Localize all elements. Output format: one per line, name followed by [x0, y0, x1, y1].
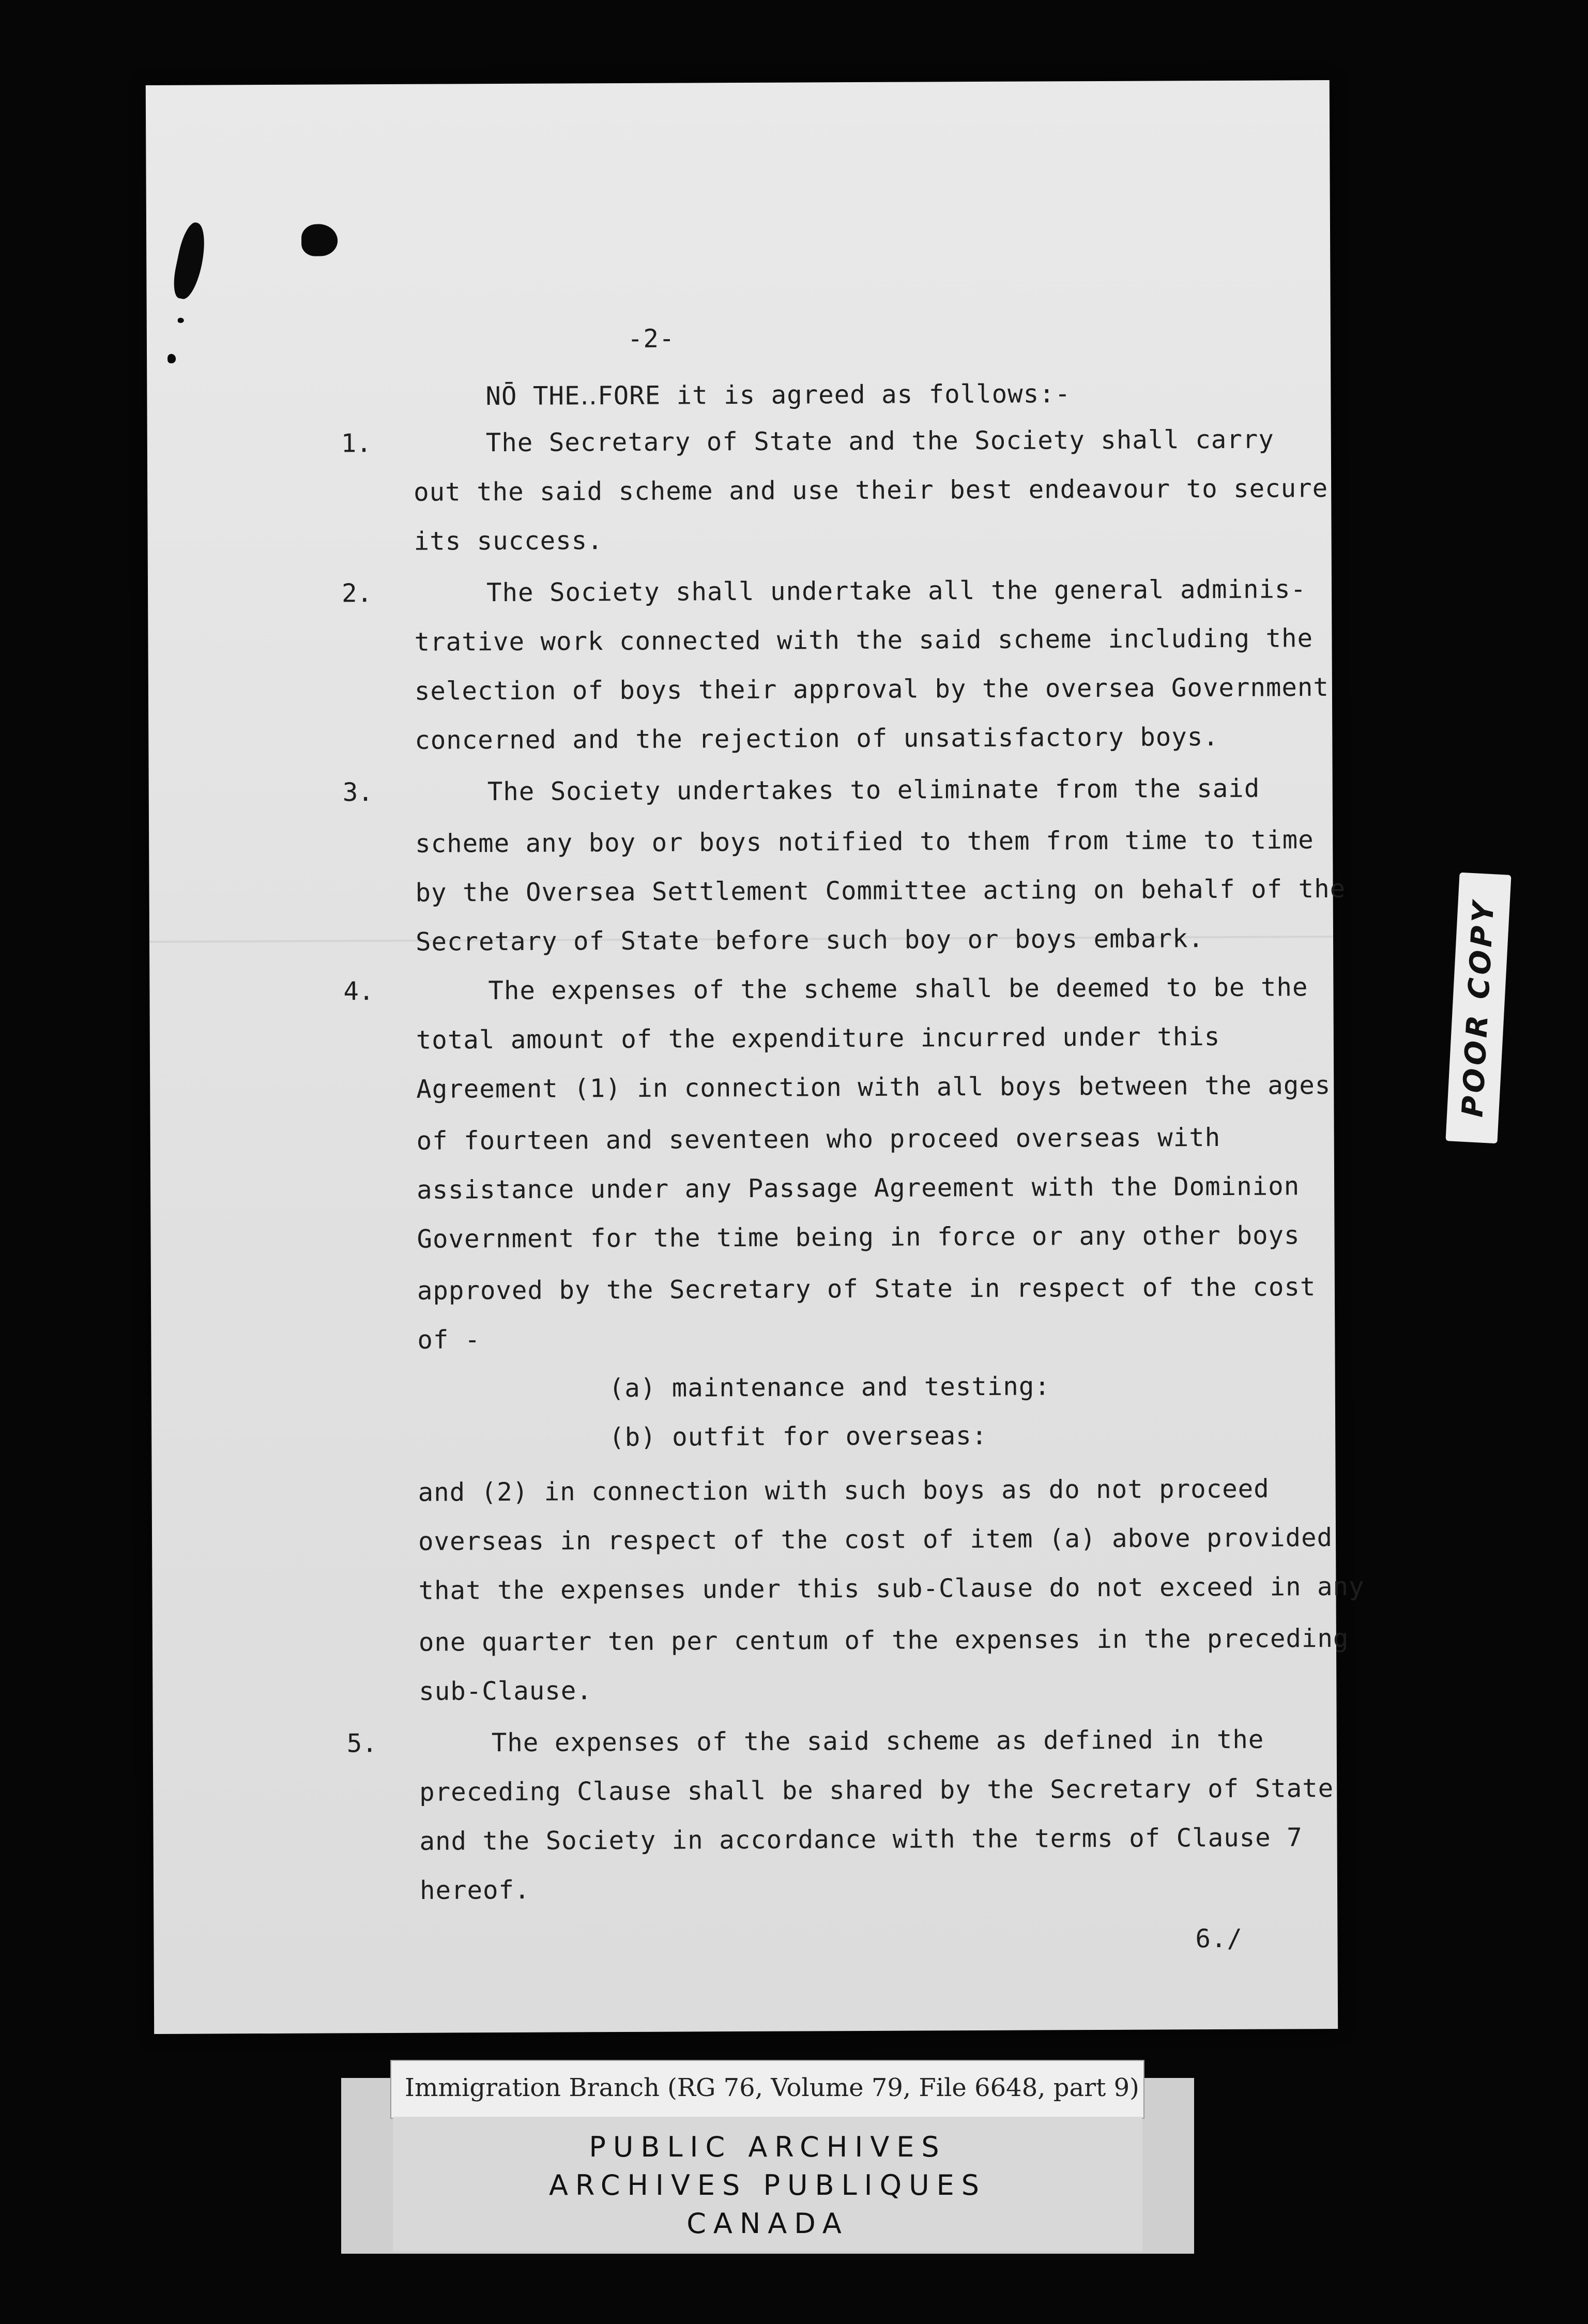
text-line: total amount of the expenditure incurred under this — [416, 1021, 1220, 1055]
text-line: preceding Clause shall be shared by the Secretary of State — [419, 1773, 1334, 1807]
text-line: Agreement (1) in connection with all boys between the ages — [416, 1071, 1331, 1104]
text-line: The expenses of the said scheme as defined in the — [491, 1724, 1264, 1758]
text-line: by the Oversea Settlement Committee acting on behalf of the — [415, 874, 1346, 908]
archive-stamp — [393, 2117, 1142, 2251]
punch-hole-1 — [170, 220, 210, 301]
archive-reference-text: Immigration Branch (RG 76, Volume 79, File 6648, part 9) — [405, 2073, 1139, 2102]
text-line: that the expenses under this sub-Clause do not exceed in any — [418, 1571, 1365, 1606]
text-line: assistance under any Passage Agreement with the Dominion — [416, 1171, 1300, 1205]
clause-number: 4. — [343, 976, 374, 1006]
page-number: -2- — [627, 324, 675, 354]
speck-2 — [167, 354, 176, 363]
text-line: The expenses of the scheme shall be deemed to be the — [488, 972, 1308, 1006]
archive-stamp-line: CANADA — [686, 2207, 849, 2240]
clause-number: 3. — [342, 777, 373, 807]
archive-reference-label — [390, 2060, 1144, 2119]
clause-number: 1. — [341, 429, 372, 458]
text-line: sub-Clause. — [419, 1676, 592, 1706]
text-line: selection of boys their approval by the oversea Government — [414, 672, 1330, 706]
text-line: The Society shall undertake all the general adminis- — [486, 574, 1307, 608]
text-line: of fourteen and seventeen who proceed overseas with — [416, 1122, 1221, 1156]
poor-copy-stamp — [1445, 873, 1511, 1144]
speck-1 — [178, 318, 184, 323]
punch-hole-2 — [301, 224, 338, 256]
text-line: concerned and the rejection of unsatisfactory boys. — [415, 722, 1219, 755]
clause-number: 2. — [341, 578, 373, 608]
archive-stamp-line: PUBLIC ARCHIVES — [589, 2131, 946, 2163]
text-line: scheme any boy or boys notified to them from time to time — [415, 825, 1314, 859]
text-line: its success. — [414, 526, 603, 556]
clause-number: 5. — [346, 1729, 377, 1759]
text-line: The Secretary of State and the Society shall carry — [485, 424, 1274, 458]
poor-copy-text: POOR COPY — [1456, 898, 1501, 1118]
text-line: (a) maintenance and testing: — [608, 1371, 1050, 1403]
text-line: hereof. — [419, 1875, 530, 1905]
text-line: The Society undertakes to eliminate from the said — [487, 773, 1260, 807]
text-line: (b) outfit for overseas: — [609, 1420, 988, 1452]
text-line: and the Society in accordance with the terms of Clause 7 — [419, 1823, 1303, 1856]
text-line: Secretary of State before such boy or boys embark. — [415, 924, 1204, 957]
continuation-marker: 6./ — [1195, 1923, 1243, 1954]
text-line: NŌ THE‥FORE it is agreed as follows:- — [485, 379, 1071, 411]
text-line: trative work connected with the said scheme including the — [414, 623, 1314, 657]
archive-stamp-line: ARCHIVES PUBLIQUES — [548, 2169, 987, 2201]
text-line: out the said scheme and use their best endeavour to secure — [414, 473, 1329, 507]
document-page — [146, 80, 1365, 2034]
text-line: overseas in respect of the cost of item (a) above provided — [418, 1523, 1333, 1556]
text-line: of - — [417, 1325, 481, 1355]
text-line: and (2) in connection with such boys as do not proceed — [418, 1474, 1270, 1507]
text-line: approved by the Secretary of State in respect of the cost — [417, 1272, 1316, 1306]
text-line: Government for the time being in force or any other boys — [417, 1220, 1300, 1254]
text-line: one quarter ten per centum of the expenses in the preceding — [418, 1623, 1349, 1657]
